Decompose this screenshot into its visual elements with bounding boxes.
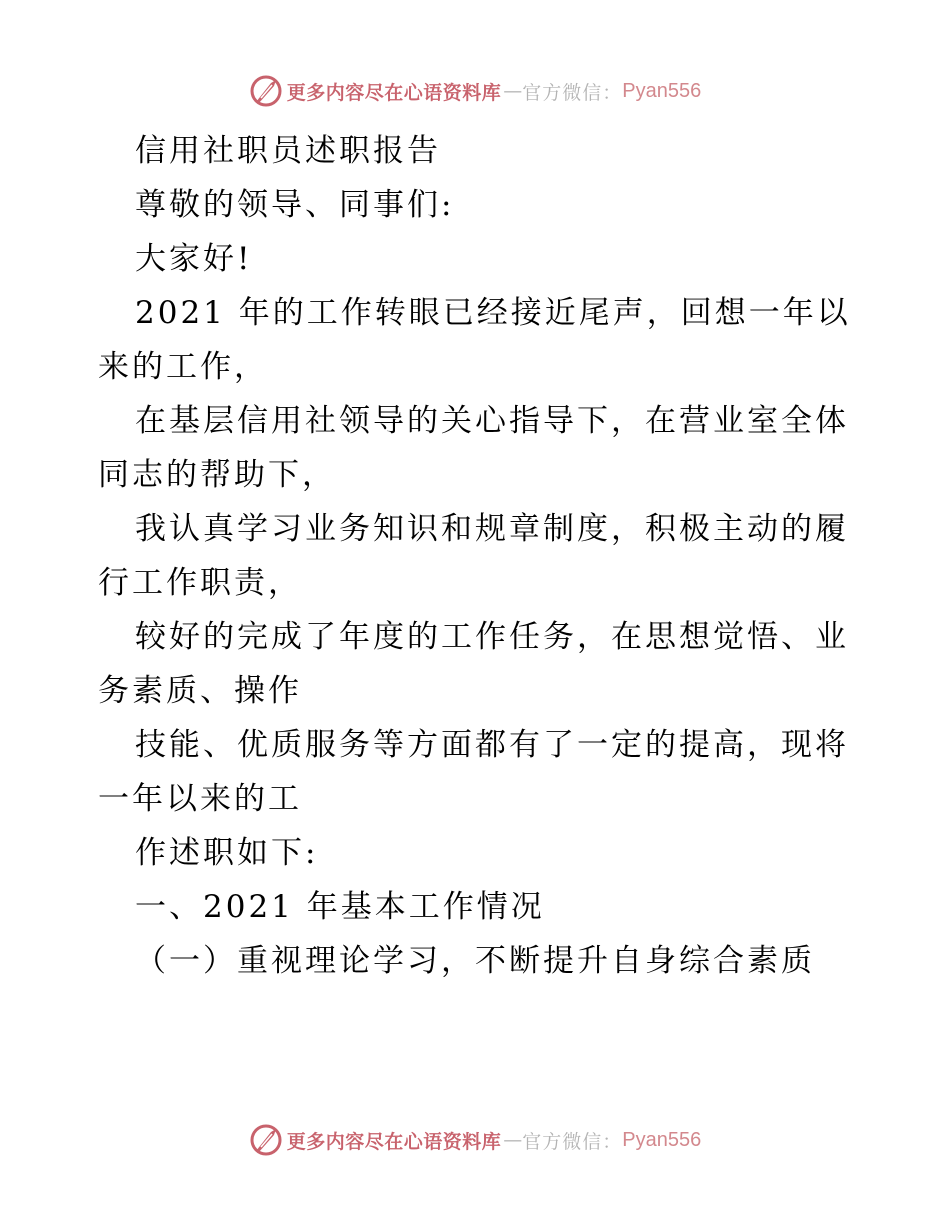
separator: — — [503, 80, 523, 102]
subsection-heading: （一）重视理论学习，不断提升自身综合素质 — [135, 943, 815, 979]
paragraph-line: 较好的完成了年度的工作任务，在思想觉悟、业 — [135, 619, 849, 655]
paragraph-line: 来的工作， — [98, 349, 268, 385]
wechat-label: 官方微信： — [522, 1130, 623, 1153]
wechat-id: Pyan556 — [622, 79, 702, 102]
quill-pen-logo-icon — [249, 1123, 283, 1157]
salutation: 尊敬的领导、同事们: — [135, 187, 455, 223]
promo-text: 更多内容尽在心语资料库 — [286, 1130, 502, 1153]
greeting: 大家好! — [135, 241, 253, 277]
paragraph-line: 作述职如下: — [135, 835, 319, 871]
paragraph-line: 务素质、操作 — [98, 673, 302, 709]
wechat-label: 官方微信： — [522, 81, 623, 104]
paragraph-line: 技能、优质服务等方面都有了一定的提高，现将 — [135, 727, 849, 763]
paragraph-line: 我认真学习业务知识和规章制度，积极主动的履 — [135, 511, 849, 547]
separator: — — [503, 1129, 523, 1151]
promo-text: 更多内容尽在心语资料库 — [286, 81, 502, 104]
paragraph-line: 行工作职责， — [98, 565, 302, 601]
paragraph-line: 在基层信用社领导的关心指导下，在营业室全体 — [135, 403, 849, 439]
paragraph-line: 一年以来的工 — [98, 781, 302, 817]
document-body — [98, 124, 858, 988]
header-banner — [0, 71, 950, 111]
section-heading: 一、2021 年基本工作情况 — [135, 889, 545, 925]
footer-banner — [0, 1120, 950, 1160]
paragraph-line: 2021 年的工作转眼已经接近尾声，回想一年以 — [135, 295, 851, 331]
quill-pen-logo-icon — [249, 74, 283, 108]
wechat-id: Pyan556 — [622, 1128, 702, 1151]
document-title: 信用社职员述职报告 — [135, 133, 441, 169]
paragraph-line: 同志的帮助下， — [98, 457, 336, 493]
